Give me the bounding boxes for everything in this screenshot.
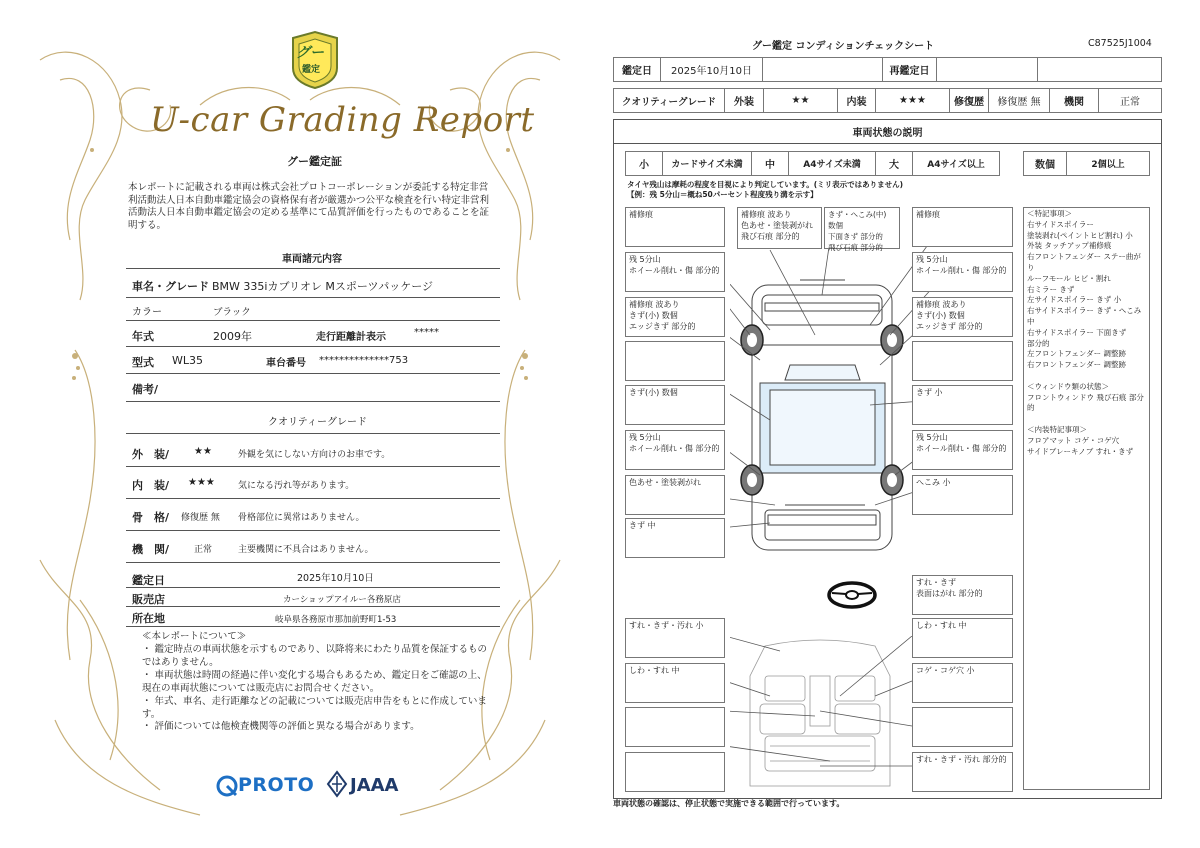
interior-box-right-4	[912, 752, 1013, 792]
section-title: 車両状態の説明	[613, 119, 1162, 144]
damage-box-right-2	[912, 252, 1013, 292]
car-interior-diagram	[730, 636, 920, 796]
grade-engine-value: 正常	[194, 545, 213, 555]
damage-box-left-1	[625, 207, 725, 247]
size-small-key: 小	[625, 151, 663, 176]
redate-label-cell: 再鑑定日	[882, 57, 937, 82]
int-label-cell: 内装	[837, 88, 876, 113]
shop-label: 販売店	[132, 593, 165, 606]
grade-exterior-value: ★★	[194, 446, 212, 457]
damage-box-left-4	[625, 341, 725, 381]
year-value: 2009年	[213, 330, 252, 343]
redate-value-cell	[936, 57, 1038, 82]
interior-box-left-2-text: しわ・すれ 中	[629, 666, 680, 675]
interior-box-right-2	[912, 663, 1013, 703]
remarks-label: 備考/	[132, 383, 159, 396]
engine-value-cell: 正常	[1098, 88, 1162, 113]
damage-box-top-1	[737, 207, 822, 249]
damage-box-top-1-text: 補修痕 波あり 色あせ・塗装剥がれ 飛び石痕 部分的	[741, 210, 813, 241]
interior-box-right-1	[912, 618, 1013, 658]
date-label: 鑑定日	[132, 574, 165, 587]
ext-label-cell: 外装	[724, 88, 764, 113]
model-value: BMW 335iカブリオレ Mスポーツパッケージ	[212, 280, 434, 293]
damage-box-right-2-text: 残 5分山 ホイール削れ・傷 部分的	[916, 255, 1007, 275]
badge-text-top: グー	[296, 45, 324, 61]
steering-damage-text: すれ・きず 表面はがれ 部分的	[916, 578, 983, 598]
interior-box-right-3-text	[913, 708, 1012, 710]
ext-value-cell: ★★	[763, 88, 838, 113]
interior-box-left-2	[625, 663, 725, 703]
tire-note-2: 【例：残 5分山＝概ね50パーセント程度残り溝を示す】	[627, 190, 818, 199]
damage-box-left-7	[625, 475, 725, 515]
shop-value: カーショップアイルー各務原店	[283, 595, 401, 605]
badge-text-bottom: 鑑定	[302, 65, 321, 75]
color-value: ブラック	[213, 307, 251, 318]
damage-box-left-6-text: 残 5分山 ホイール削れ・傷 部分的	[629, 433, 720, 453]
damage-box-right-7-text: へこみ 小	[916, 478, 951, 487]
size-medium-key: 中	[751, 151, 789, 176]
grade-frame-desc: 骨格部位に異常はありません。	[238, 513, 365, 523]
interior-box-left-1	[625, 618, 725, 658]
script-title: U-car Grading Report	[150, 100, 535, 140]
size-large-value: A4サイズ以上	[912, 151, 1000, 176]
condition-check-sheet	[600, 0, 1200, 848]
notes-title: ≪本レポートについて≫	[142, 631, 247, 642]
damage-box-left-8-text: きず 中	[629, 521, 656, 530]
damage-box-right-5	[912, 385, 1013, 425]
damage-box-left-8	[625, 518, 725, 558]
proto-logo-text: PROTO	[238, 774, 315, 796]
sheet-footer: 車両状態の確認は、停止状態で実施できる範囲で行っています。	[613, 799, 845, 808]
damage-box-left-3-text: 補修痕 波あり きず(小) 数個 エッジきず 部分的	[629, 300, 696, 331]
interior-box-right-4-text: すれ・きず・汚れ 部分的	[916, 755, 1007, 764]
interior-box-left-1-text: すれ・きず・汚れ 小	[629, 621, 704, 630]
grade-engine-desc: 主要機関に不具合はありません。	[238, 545, 374, 555]
note-3: ・ 年式、車名、走行距離などの記載については販売店申告をもとに作成しています。	[142, 696, 487, 720]
redate-blank-cell	[1037, 57, 1162, 82]
damage-box-right-3	[912, 297, 1013, 337]
damage-box-right-4-text	[913, 342, 1012, 344]
interior-box-left-4	[625, 752, 725, 792]
grade-exterior-desc: 外観を気にしない方向けのお車です。	[238, 450, 391, 460]
chassis-label: 車台番号	[266, 358, 306, 369]
interior-box-right-3	[912, 707, 1013, 747]
size-small-value: カードサイズ未満	[662, 151, 752, 176]
proto-logo-icon	[216, 775, 238, 797]
damage-box-left-2	[625, 252, 725, 292]
cert-title: グー鑑定証	[287, 155, 342, 168]
tire-note-1: タイヤ残山は摩耗の程度を目視により判定しています。(ミリ表示ではありません)	[627, 180, 904, 189]
jaaa-logo-text: JAAA	[350, 775, 399, 796]
size-medium-value: A4サイズ未満	[788, 151, 876, 176]
special-notes-box	[1023, 207, 1150, 790]
sheet-title: グー鑑定 コンディションチェックシート	[752, 41, 935, 52]
jaaa-logo-icon	[326, 770, 348, 798]
engine-label-cell: 機関	[1049, 88, 1099, 113]
damage-box-left-1-text: 補修痕	[629, 210, 653, 219]
int-value-cell: ★★★	[875, 88, 950, 113]
damage-box-right-1-text: 補修痕	[916, 210, 940, 219]
grade-frame-value: 修復歴 無	[181, 513, 220, 523]
damage-box-left-7-text: 色あせ・塗装剥がれ	[629, 478, 701, 487]
note-2: ・ 車両状態は時間の経過に伴い変化する場合もあるため、鑑定日をご確認の上、現在の車両状態については販売店にお問合せください。	[142, 670, 487, 694]
chassis-value: **************753	[319, 355, 409, 366]
type-label: 型式	[132, 356, 154, 369]
mileage-value: *****	[414, 327, 439, 338]
quality-header: クオリティーグレード	[268, 417, 367, 428]
damage-box-right-3-text: 補修痕 波あり きず(小) 数個 エッジきず 部分的	[916, 300, 983, 331]
damage-box-top-2-text: きず・へこみ(中) 数個 下面きず 部分的 飛び石痕 部分的	[828, 210, 887, 252]
repair-value-cell: 修復歴 無	[988, 88, 1050, 113]
interior-box-left-3	[625, 707, 725, 747]
grade-engine-label: 機 関/	[132, 543, 170, 556]
damage-box-left-5-text: きず(小) 数個	[629, 388, 678, 397]
damage-box-top-2	[824, 207, 900, 252]
damage-box-left-3	[625, 297, 725, 337]
count-value: 2個以上	[1066, 151, 1150, 176]
steering-wheel-icon	[826, 580, 878, 610]
damage-box-right-5-text: きず 小	[916, 388, 943, 397]
damage-box-right-4	[912, 341, 1013, 381]
damage-box-right-6-text: 残 5分山 ホイール削れ・傷 部分的	[916, 433, 1007, 453]
damage-box-left-2-text: 残 5分山 ホイール削れ・傷 部分的	[629, 255, 720, 275]
damage-box-right-6	[912, 430, 1013, 470]
addr-value: 岐阜県各務原市那加前野町1-53	[275, 615, 397, 625]
damage-box-left-6	[625, 430, 725, 470]
sheet-code: C87525J1004	[1088, 38, 1152, 49]
special-notes-text: ＜特記事項＞ 右サイドスポイラー 塗装剥れ(ペイントヒビ割れ) 小 外装 タッチアップ補修痕 右フロントフェンダー ステー曲がり ルーフモール ヒビ・割れ 右ミラー きず 左サイドスポイラー きず 小 右サイドスポイラー きず・へこみ 中 右サイドスポイラー 下面きず 部分的 左フロントフェンダー 調整跡 右フロントフェンダー 調整跡 ＜ウィンドウ類の状態＞ フロントウィンドウ 飛び石痕 部分的 ＜内装特記事項＞ フロアマット コゲ・コゲ穴 サイドブレーキノブ すれ・きず	[1027, 209, 1144, 456]
interior-box-left-3-text	[626, 708, 724, 710]
grade-interior-value: ★★★	[188, 477, 215, 488]
grade-frame-label: 骨 格/	[132, 511, 170, 524]
damage-box-left-4-text	[626, 342, 724, 344]
date-label-cell: 鑑定日	[613, 57, 661, 82]
interior-box-right-2-text: コゲ・コゲ穴 小	[916, 666, 975, 675]
date-value-cell: 2025年10月10日	[660, 57, 763, 82]
interior-box-right-1-text: しわ・すれ 中	[916, 621, 967, 630]
model-label: 車名・グレード	[132, 280, 209, 293]
mileage-label: 走行距離計表示	[316, 332, 386, 343]
cert-statement: 本レポートに記載される車両は株式会社プロトコーポレーションが委託する特定非営利活動法人日本自動車鑑定協会の資格保有者が厳選かつ公平な検査を行い特定非営利活動法人日本自動車鑑定協会の定める基準にて品質評価を行ったものであることを証明する。	[128, 182, 490, 231]
grade-exterior-label: 外 装/	[132, 448, 170, 461]
interior-box-left-4-text	[626, 753, 724, 755]
steering-damage-box	[912, 575, 1013, 615]
addr-label: 所在地	[132, 612, 165, 625]
date-blank-cell	[762, 57, 883, 82]
count-key: 数個	[1023, 151, 1067, 176]
spec-header: 車両諸元内容	[282, 254, 342, 265]
type-value: WL35	[172, 354, 204, 367]
color-label: カラー	[132, 307, 162, 318]
note-1: ・ 鑑定時点の車両状態を示すものであり、以降将来にわたり品質を保証するものではありません。	[142, 644, 488, 668]
year-label: 年式	[132, 330, 154, 343]
note-4: ・ 評価については他検査機関等の評価と異なる場合があります。	[142, 721, 420, 732]
qg-label-cell: クオリティーグレード	[613, 88, 725, 113]
repair-label-cell: 修復歴	[949, 88, 989, 113]
damage-box-left-5	[625, 385, 725, 425]
damage-box-right-1	[912, 207, 1013, 247]
damage-box-right-7	[912, 475, 1013, 515]
grade-interior-desc: 気になる汚れ等があります。	[238, 481, 355, 491]
size-large-key: 大	[875, 151, 913, 176]
grade-interior-label: 内 装/	[132, 479, 170, 492]
date-value: 2025年10月10日	[297, 573, 374, 584]
